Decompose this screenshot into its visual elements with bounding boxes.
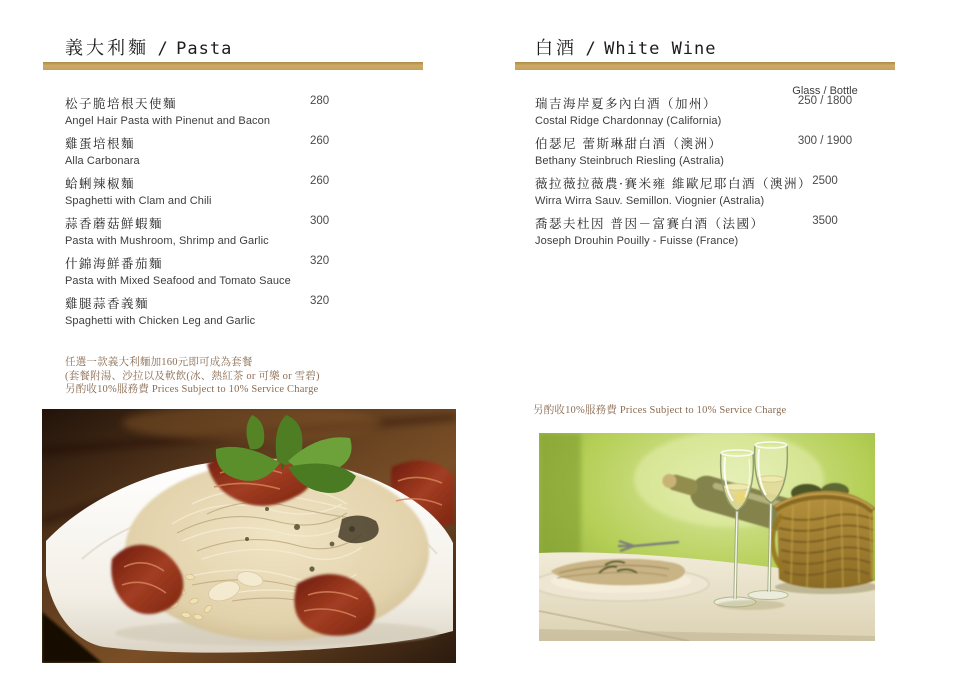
item-price: 3500 (812, 215, 838, 227)
wine-title-en: White Wine (604, 39, 717, 59)
item-name-en: Bethany Steinbruch Riesling (Astralia) (535, 155, 725, 167)
item-name-zh: 雞蛋培根麵 (65, 136, 136, 151)
item-name-zh: 伯瑟尼 蕾斯琳甜白酒（澳洲） (535, 136, 723, 151)
item-name-en: Pasta with Mixed Seafood and Tomato Sauce (65, 275, 291, 287)
item-name-zh: 雞腿蒜香義麵 (65, 296, 150, 311)
item-name-en: Wirra Wirra Sauv. Semillon. Viognier (Astralia) (535, 195, 765, 207)
item-name-zh: 瑞吉海岸夏多內白酒（加州） (535, 96, 718, 111)
wine-service-charge-note (533, 404, 786, 418)
pasta-section-title (65, 34, 232, 60)
item-name-zh: 松子脆培根天使麵 (65, 96, 178, 111)
menu-item (65, 294, 485, 334)
menu-item (535, 174, 955, 214)
item-price: 250 / 1800 (797, 95, 853, 107)
menu-item (535, 214, 955, 254)
menu-item (65, 254, 485, 294)
pasta-item-list (65, 94, 485, 334)
item-name-en: Alla Carbonara (65, 155, 140, 167)
item-name-en: Angel Hair Pasta with Pinenut and Bacon (65, 115, 271, 127)
item-name-zh: 蒜香蘑菇鮮蝦麵 (65, 216, 164, 231)
title-separator: / (585, 39, 596, 59)
wine-item-list (535, 94, 955, 254)
price-column-header: Glass / Bottle (792, 85, 858, 97)
item-name-en: Costal Ridge Chardonnay (California) (535, 115, 722, 127)
item-price: 300 / 1900 (797, 135, 853, 147)
pasta-divider-bar (43, 62, 423, 70)
item-name-zh: 喬瑟夫杜因 普因－富賽白酒（法國） (535, 216, 765, 231)
item-name-en: Spaghetti with Chicken Leg and Garlic (65, 315, 256, 327)
title-separator: / (157, 39, 168, 59)
item-name-zh: 薇拉薇拉薇農·賽米雍 維歐尼耶白酒（澳洲） (535, 176, 812, 191)
note-line: 另酌收10%服務費 Prices Subject to 10% Service Charge (65, 384, 319, 395)
pasta-set-meal-note (65, 356, 320, 397)
item-price: 260 (310, 135, 330, 147)
note-line: (套餐附湯、沙拉以及軟飲(冰、熱紅茶 or 可樂 or 雪碧) (65, 370, 320, 382)
menu-item (535, 134, 955, 174)
pasta-title-zh: 義大利麵 (65, 38, 149, 59)
wine-photo-illustration (539, 433, 875, 641)
item-name-zh: 蛤蜊辣椒麵 (65, 176, 136, 191)
menu-item (65, 94, 485, 134)
pasta-photo (42, 409, 456, 663)
item-name-zh: 什錦海鮮番茄麵 (65, 256, 164, 271)
item-name-en: Joseph Drouhin Pouilly - Fuisse (France) (535, 235, 739, 247)
menu-item (65, 214, 485, 254)
note-line: 任選一款義大利麵加160元即可成為套餐 (65, 357, 253, 368)
item-price: 260 (310, 175, 330, 187)
pasta-photo-illustration (42, 409, 456, 663)
wine-divider-bar (515, 62, 895, 70)
item-name-en: Spaghetti with Clam and Chili (65, 195, 212, 207)
menu-item (65, 134, 485, 174)
pasta-title-en: Pasta (176, 39, 233, 59)
item-price: 2500 (812, 175, 838, 187)
note-line: 另酌收10%服務費 Prices Subject to 10% Service Charge (533, 405, 787, 416)
item-price: 280 (310, 95, 330, 107)
wine-title-zh: 白酒 (535, 38, 577, 59)
item-price: 320 (310, 255, 330, 267)
wine-section-title (535, 34, 717, 60)
item-price: 320 (310, 295, 330, 307)
menu-item (535, 94, 955, 134)
item-price: 300 (310, 215, 330, 227)
wine-photo (539, 433, 875, 641)
menu-item (65, 174, 485, 214)
item-name-en: Pasta with Mushroom, Shrimp and Garlic (65, 235, 269, 247)
